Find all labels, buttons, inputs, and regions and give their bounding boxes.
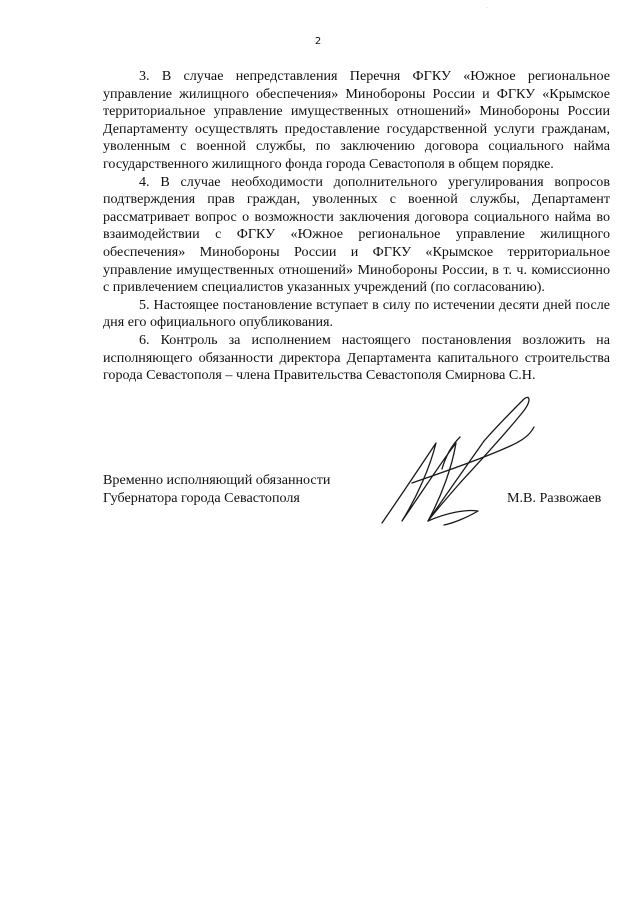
paragraph-5: 5. Настоящее постановление вступает в силу по истечении десяти дней после дня его официального опубликования.: [103, 296, 610, 331]
document-body: [103, 68, 610, 385]
page-number: 2: [314, 36, 322, 47]
signer-name: М.В. Развожаев: [507, 490, 602, 506]
scan-speck: ·: [486, 4, 489, 12]
paragraph-3: 3. В случае непредставления Перечня ФГКУ «Южное региональное управление жилищного обеспечения» Минобороны России и ФГКУ «Крымское территориальное управление имущественных отношений» Минобороны России Департаменту осуществлять предоставление государственной услуги гражданам, уволенным с военной службы, по заключению договора социального найма государственного жилищного фонда города Севастополя в общем порядке.: [103, 68, 610, 172]
signatory-title-line-1: Временно исполняющий обязанности: [103, 472, 331, 488]
paragraph-4: 4. В случае необходимости дополнительного урегулирования вопросов подтверждения прав граждан, уволенных с военной службы, Департамент рассматривает вопрос о возможности заключения договора социального найма во взаимодействии с ФГКУ «Южное региональное управление жилищного обеспечения» Минобороны России и ФГКУ «Крымское территориальное управление имущественных отношений» Минобороны России, в т. ч. комиссионно с привлечением специалистов указанных учреждений (по согласованию).: [103, 173, 610, 296]
handwritten-signature: [372, 385, 542, 545]
signatory-title-line-2: Губернатора города Севастополя: [103, 490, 300, 506]
signatory-title: [103, 471, 330, 507]
paragraph-6: 6. Контроль за исполнением настоящего постановления возложить на исполняющего обязанности директора Департамента капитального строительства города Севастополя – члена Правительства Севастополя Смирнова С.Н.: [103, 331, 610, 384]
